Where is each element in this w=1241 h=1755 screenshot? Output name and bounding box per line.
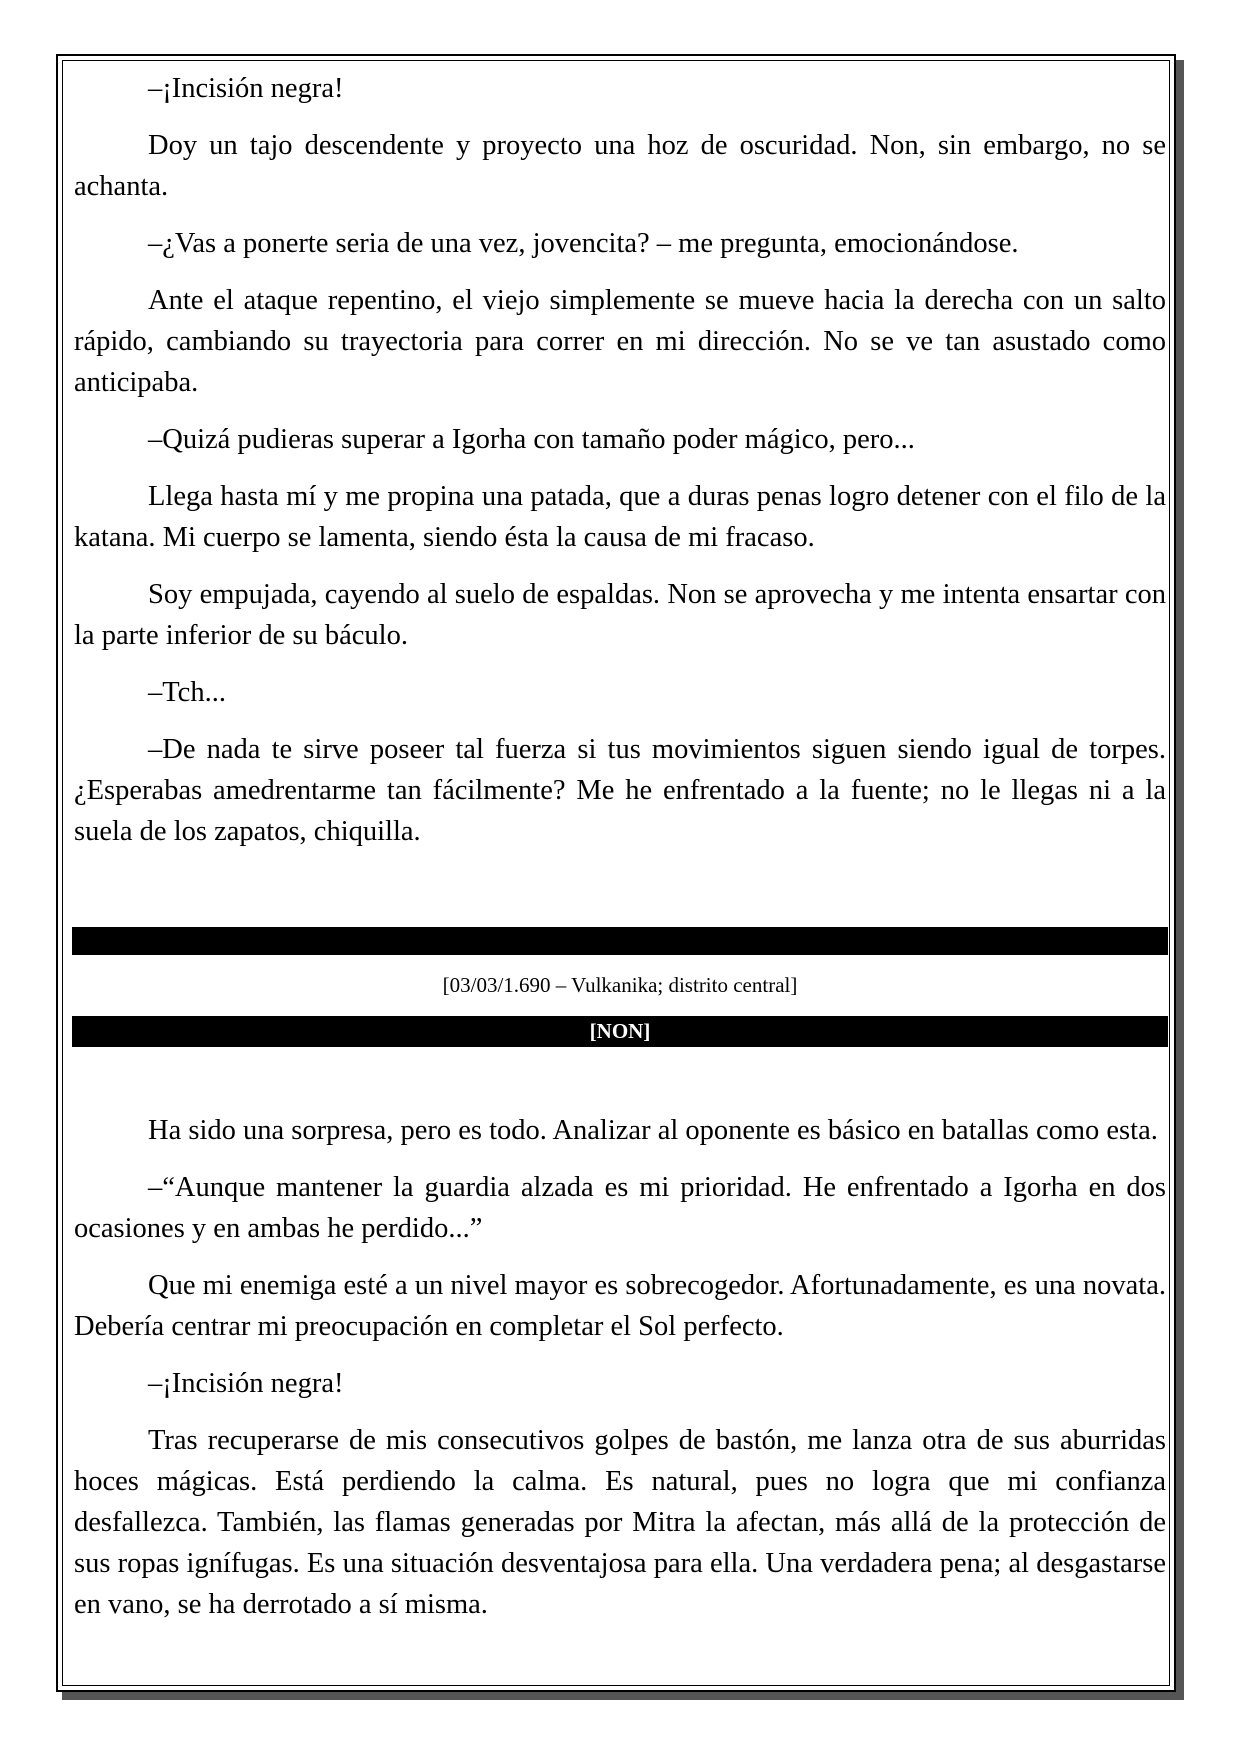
narrative-block-2	[74, 1110, 1166, 1641]
paragraph: Que mi enemiga esté a un nivel mayor es sobrecogedor. Afortunadamente, es una novata. Debería centrar mi preocupación en completar el Sol perfecto.	[74, 1270, 1166, 1342]
paragraph: Doy un tajo descendente y proyecto una hoz de oscuridad. Non, sin embargo, no se achanta.	[74, 130, 1166, 202]
scene-separator-bar	[72, 927, 1168, 955]
paragraph: Ante el ataque repentino, el viejo simplemente se mueve hacia la derecha con un salto rápido, cambiando su trayectoria para correr en mi dirección. No se ve tan asustado como anticipaba.	[74, 285, 1166, 398]
paragraph: –¡Incisión negra!	[148, 1368, 344, 1399]
narrative-block-1	[74, 68, 1166, 868]
paragraph: –De nada te sirve poseer tal fuerza si tus movimientos siguen siendo igual de torpes. ¿Esperabas amedrentarme tan fácilmente? Me he enfrentado a la fuente; no le llegas ni a la suela de los zapatos, chiquilla.	[74, 734, 1166, 847]
paragraph: –¡Incisión negra!	[148, 73, 344, 104]
paragraph: –Tch...	[148, 677, 226, 708]
paragraph: –Quizá pudieras superar a Igorha con tamaño poder mágico, pero...	[148, 424, 915, 455]
paragraph: Soy empujada, cayendo al suelo de espaldas. Non se aprovecha y me intenta ensartar con la parte inferior de su báculo.	[74, 579, 1166, 651]
paragraph: –“Aunque mantener la guardia alzada es mi prioridad. He enfrentado a Igorha en dos ocasiones y en ambas he perdido...”	[74, 1172, 1166, 1244]
paragraph: Tras recuperarse de mis consecutivos golpes de bastón, me lanza otra de sus aburridas hoces mágicas. Está perdiendo la calma. Es natural, pues no logra que mi confianza desfallezca. También, las flamas generadas por Mitra la afectan, más allá de la protección de sus ropas ignífugas. Es una situación desventajosa para ella. Una verdadera pena; al desgastarse en vano, se ha derrotado a sí misma.	[74, 1425, 1166, 1620]
paragraph: Ha sido una sorpresa, pero es todo. Analizar al oponente es básico en batallas como esta.	[148, 1115, 1158, 1146]
scene-date-location: [03/03/1.690 – Vulkanika; distrito central]	[442, 973, 798, 997]
paragraph: –¿Vas a ponerte seria de una vez, jovencita? – me pregunta, emocionándose.	[148, 228, 1019, 259]
paragraph: Llega hasta mí y me propina una patada, que a duras penas logro detener con el filo de la katana. Mi cuerpo se lamenta, siendo ésta la causa de mi fracaso.	[74, 481, 1166, 553]
pov-character-bar: [NON]	[72, 1016, 1168, 1047]
